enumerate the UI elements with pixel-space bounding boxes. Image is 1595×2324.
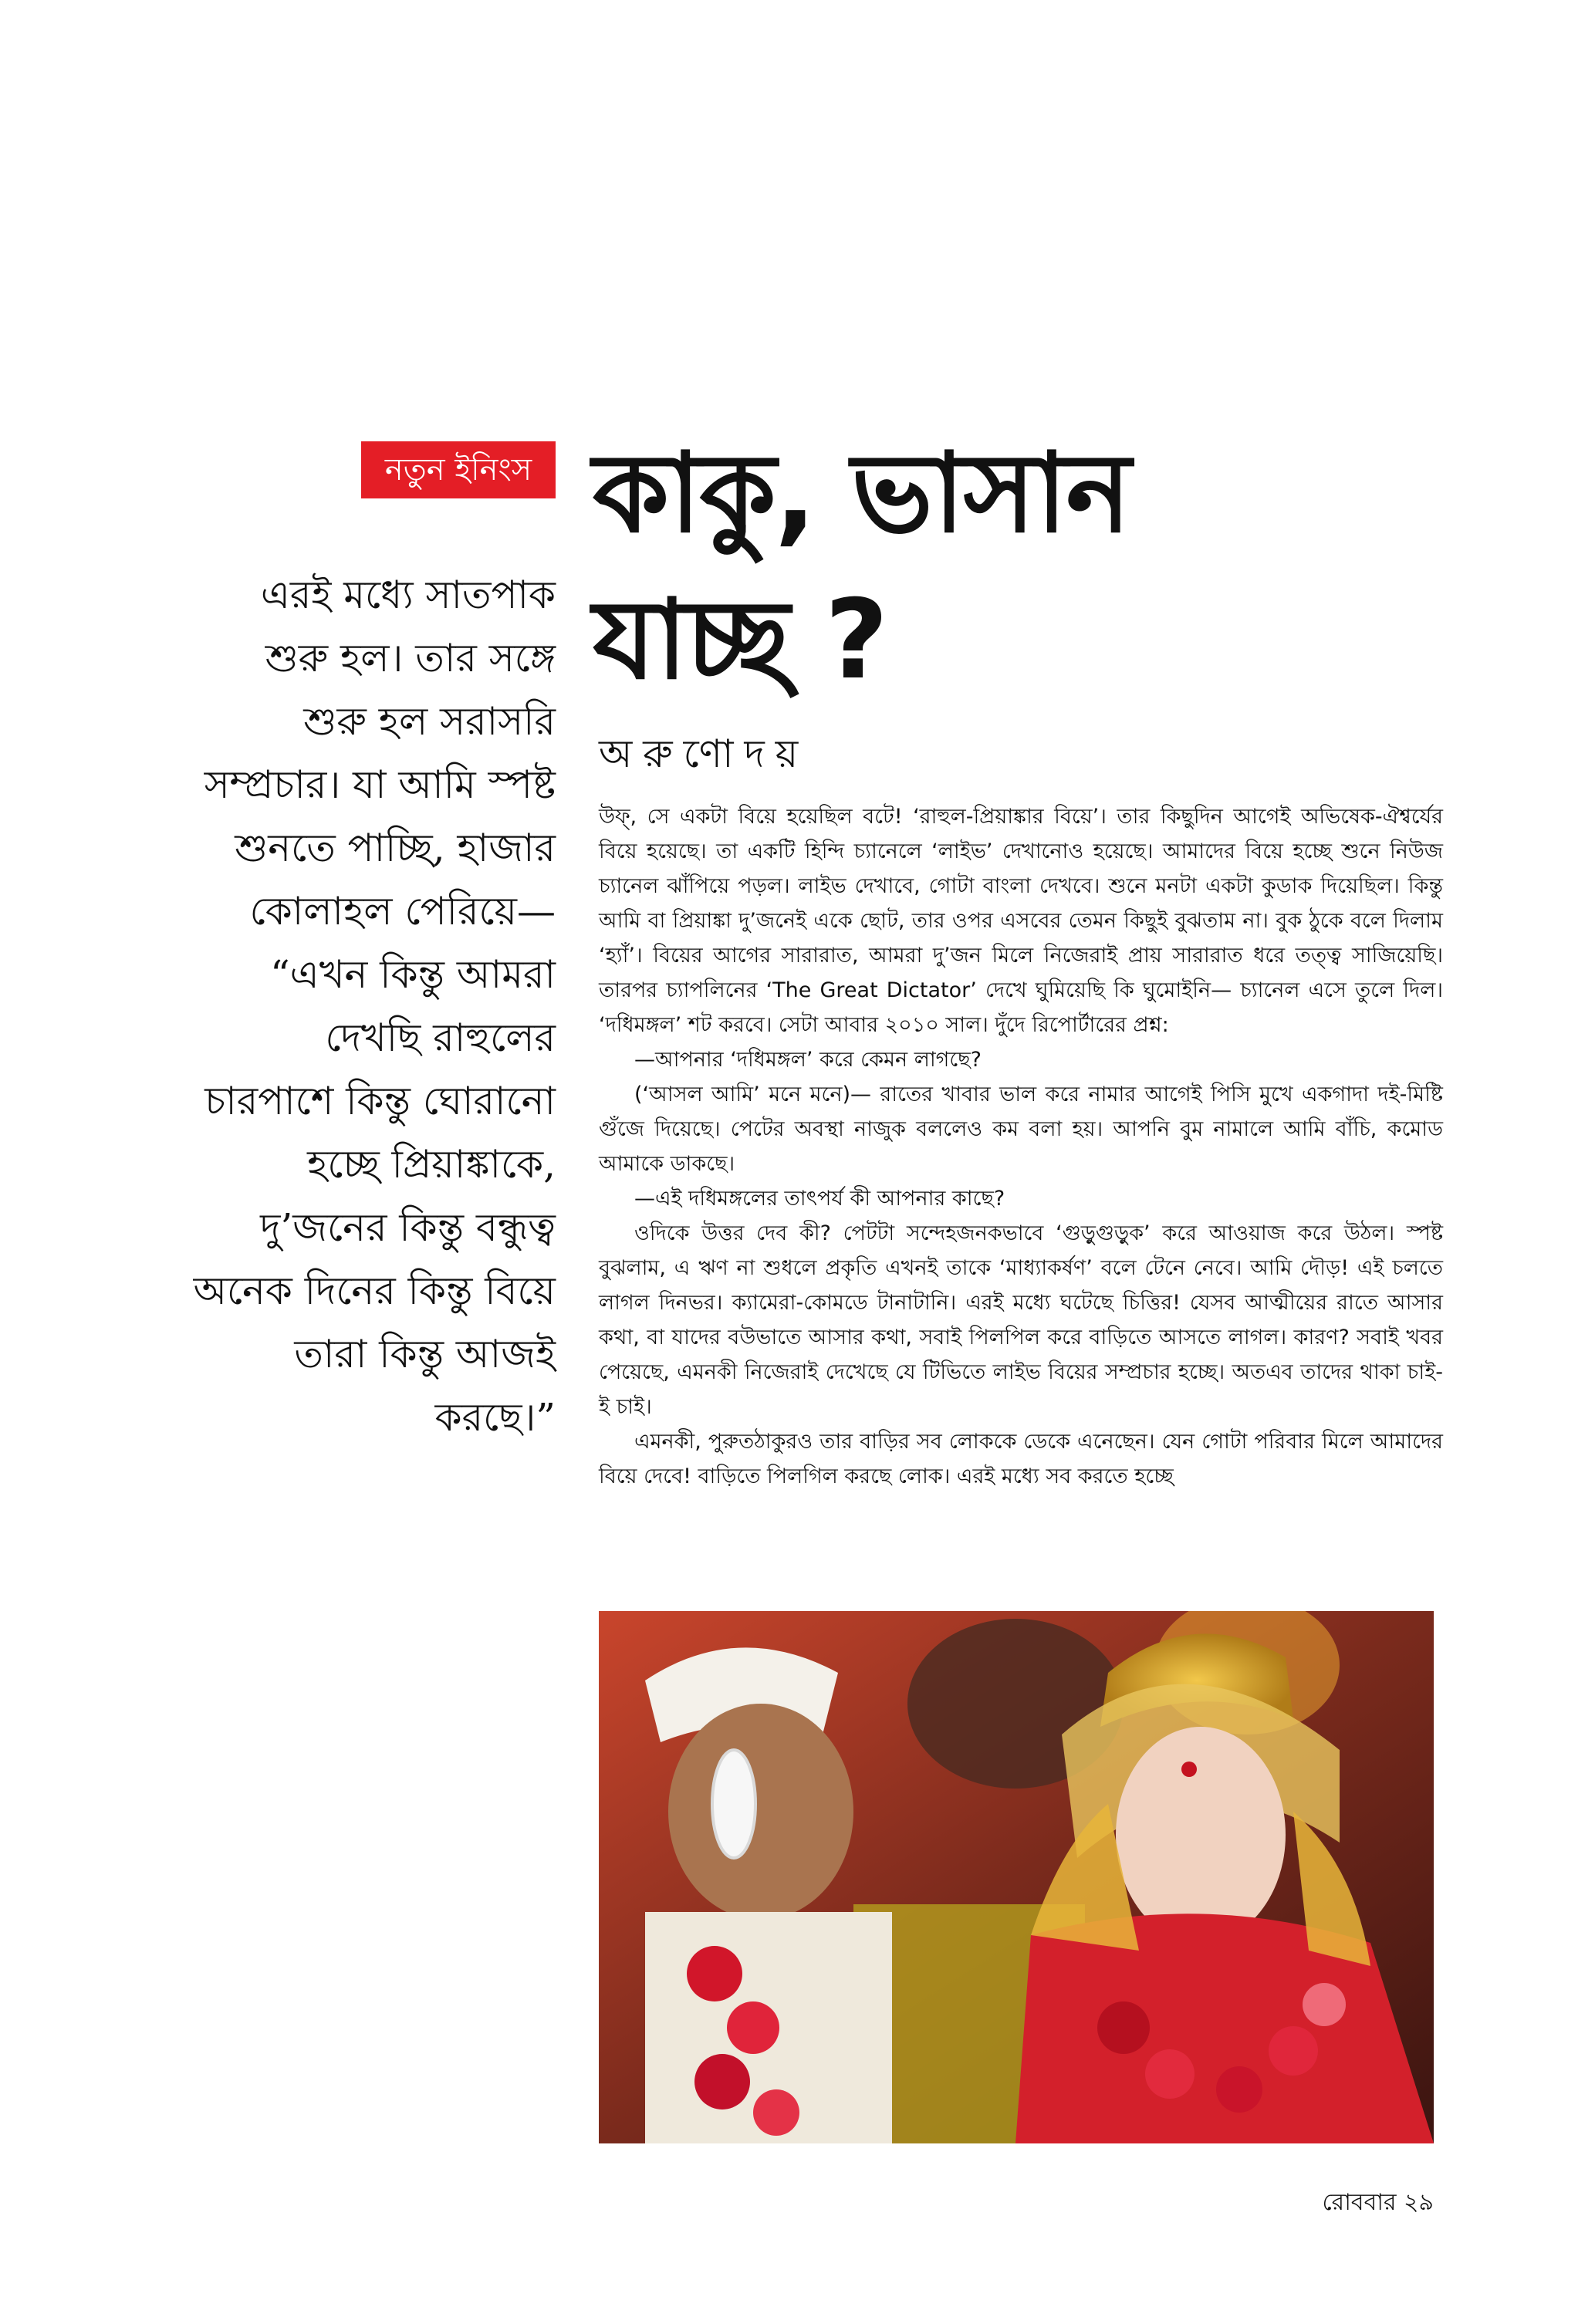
- wedding-photo-illustration: [599, 1611, 1434, 2143]
- byline: অরুণোদয়: [599, 731, 809, 776]
- pull-quote: [123, 563, 556, 1449]
- pull-quote-line: সম্প্রচার। যা আমি স্পষ্ট: [204, 762, 556, 807]
- pull-quote-line: শুরু হল। তার সঙ্গে: [265, 636, 556, 681]
- page-folio: রোববার ২৯: [1322, 2189, 1434, 2216]
- body-paragraph: —এই দধিমঙ্গলের তাৎপর্য কী আপনার কাছে?: [634, 1187, 1005, 1211]
- pull-quote-line: করছে।”: [434, 1395, 556, 1440]
- headline: [593, 421, 1287, 714]
- pull-quote-line: শুরু হল সরাসরি: [303, 699, 556, 744]
- headline-line-2: যাচ্ছ ?: [593, 576, 887, 704]
- pull-quote-line: শুনতে পাচ্ছি, হাজার: [235, 826, 556, 870]
- pull-quote-line: চারপাশে কিন্তু ঘোরানো: [204, 1079, 556, 1123]
- pull-quote-line: তারা কিন্তু আজই: [294, 1332, 556, 1376]
- pull-quote-line: দেখছি রাহুলের: [325, 1015, 556, 1060]
- body-paragraph: —আপনার ‘দধিমঙ্গল’ করে কেমন লাগছে?: [634, 1048, 982, 1072]
- wedding-photo: [599, 1611, 1434, 2143]
- headline-line-1: কাকু, ভাসান: [593, 430, 1130, 557]
- article-body: [599, 799, 1443, 1494]
- pull-quote-line: হচ্ছে প্রিয়াঙ্কাকে,: [307, 1142, 556, 1187]
- section-tag: নতুন ইনিংস: [361, 441, 556, 498]
- body-paragraph: (‘আসল আমি’ মনে মনে)— রাতের খাবার ভাল করে নামার আগেই পিসি মুখে একগাদা দই-মিষ্টি গুঁজে দিয়েছে। পেটের অবস্থা নাজুক বললেও কম বলা হয়। আপনি বুম নামালে আমি বাঁচি, কমোড আমাকে ডাকছে।: [599, 1083, 1443, 1176]
- pull-quote-line: এরই মধ্যে সাতপাক: [260, 573, 556, 617]
- pull-quote-line: দু’জনের কিন্তু বন্ধুত্ব: [260, 1205, 556, 1250]
- pull-quote-line: “এখন কিন্তু আমরা: [270, 952, 556, 997]
- pull-quote-line: অনেক দিনের কিন্তু বিয়ে: [193, 1268, 556, 1313]
- pull-quote-line: কোলাহল পেরিয়ে—: [249, 889, 556, 934]
- body-paragraph: ওদিকে উত্তর দেব কী? পেটটা সন্দেহজনকভাবে ‘গুড়ুগুড়ুক’ করে আওয়াজ করে উঠল। স্পষ্ট বুঝলাম, এ ঋণ না শুধলে প্রকৃতি এখনই তাকে ‘মাধ্যাকর্ষণ’ বলে টেনে নেবে। আমি দৌড়! এই চলতে লাগল দিনভর। ক্যামেরা-কোমডে টানাটানি। এরই মধ্যে ঘটেছে চিত্তির! যেসব আত্মীয়ের রাতে আসার কথা, বা যাদের বউভাতে আসার কথা, সবাই পিলপিল করে বাড়িতে আসতে লাগল। কারণ? সবাই খবর পেয়েছে, এমনকী নিজেরাই দেখেছে যে টিভিতে লাইভ বিয়ের সম্প্রচার হচ্ছে। অতএব তাদের থাকা চাই-ই চাই।: [599, 1221, 1443, 1419]
- body-paragraph: এমনকী, পুরুতঠাকুরও তার বাড়ির সব লোককে ডেকে এনেছেন। যেন গোটা পরিবার মিলে আমাদের বিয়ে দেবে! বাড়িতে পিলগিল করছে লোক। এরই মধ্যে সব করতে হচ্ছে: [599, 1430, 1443, 1488]
- body-paragraph: উফ্, সে একটা বিয়ে হয়েছিল বটে! ‘রাহুল-প্রিয়াঙ্কার বিয়ে’। তার কিছুদিন আগেই অভিষেক-ঐশ্বর্যের বিয়ে হয়েছে। তা একটি হিন্দি চ্যানেলে ‘লাইভ’ দেখানোও হয়েছে। আমাদের বিয়ে হচ্ছে শুনে নিউজ চ্যানেল ঝাঁপিয়ে পড়ল। লাইভ দেখাবে, গোটা বাংলা দেখবে। শুনে মনটা একটা কুডাক দিয়েছিল। কিন্তু আমি বা প্রিয়াঙ্কা দু’জনেই একে ছোট, তার ওপর এসবের তেমন কিছুই বুঝতাম না। বুক ঠুকে বলে দিলাম ‘হ্যাঁ’। বিয়ের আগের সারারাত, আমরা দু’জন মিলে নিজেরাই প্রায় সারারাত ধরে তত্ত্ব সাজিয়েছি। তারপর চ্যাপলিনের ‘The Great Dictator’ দেখে ঘুমিয়েছি কি ঘুমোইনি— চ্যানেল এসে তুলে দিল। ‘দধিমঙ্গল’ শট করবে। সেটা আবার ২০১০ সাল। দুঁদে রিপোর্টারের প্রশ্ন:: [599, 805, 1443, 1037]
